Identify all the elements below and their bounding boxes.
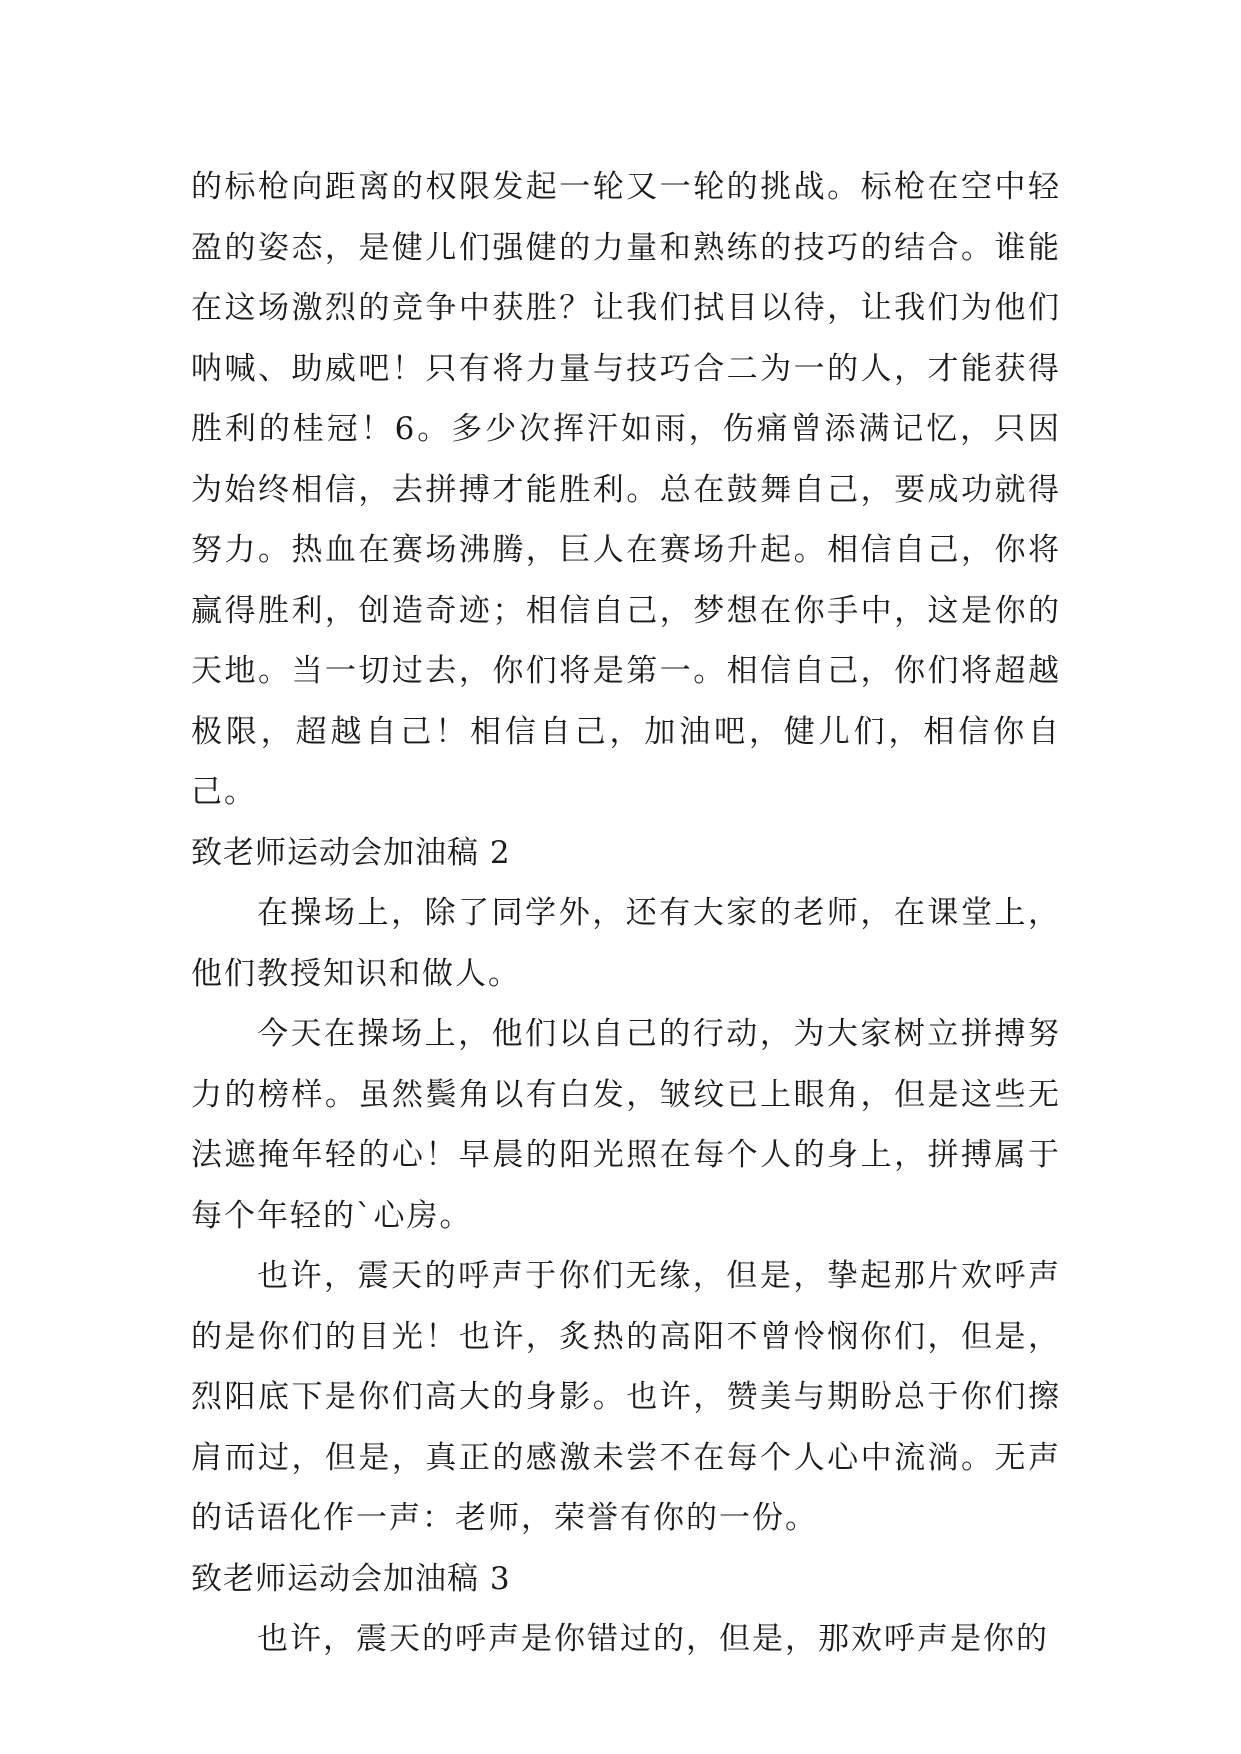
- paragraph: 的标枪向距离的权限发起一轮又一轮的挑战。标枪在空中轻盈的姿态，是健儿们强健的力量和熟练的技巧的结合。谁能在这场激烈的竞争中获胜？让我们拭目以待，让我们为他们呐喊、助威吧！只有将力量与技巧合二为一的人，才能获得胜利的桂冠！6。多少次挥汗如雨，伤痛曾添满记忆，只因为始终相信，去拼搏才能胜利。总在鼓舞自己，要成功就得努力。热血在赛场沸腾，巨人在赛场升起。相信自己，你将赢得胜利，创造奇迹；相信自己，梦想在你手中，这是你的天地。当一切过去，你们将是第一。相信自己，你们将超越极限，超越自己！相信自己，加油吧，健儿们，相信你自己。: [191, 169, 1061, 810]
- paragraph: 也许，震天的呼声于你们无缘，但是，挚起那片欢呼声的是你们的目光！也许，炙热的高阳不曾怜悯你们，但是，烈阳底下是你们高大的身影。也许，赞美与期盼总于你们擦肩而过，但是，真正的感激未尝不在每个人心中流淌。无声的话语化作一声：老师，荣誉有你的一份。: [191, 1258, 1061, 1536]
- document-body: [191, 157, 1061, 1670]
- paragraph: 也许，震天的呼声是你错过的，但是，那欢呼声是你的: [257, 1621, 1049, 1657]
- section-heading: 致老师运动会加油稿 3: [191, 1560, 511, 1597]
- paragraph: 今天在操场上，他们以自己的行动，为大家树立拼搏努力的榜样。虽然鬓角以有白发，皱纹已上眼角，但是这些无法遮掩年轻的心！早晨的阳光照在每个人的身上，拼搏属于每个年轻的`心房。: [191, 1016, 1061, 1234]
- paragraph: 在操场上，除了同学外，还有大家的老师，在课堂上，他们教授知识和做人。: [191, 895, 1061, 992]
- section-heading: 致老师运动会加油稿 2: [191, 834, 511, 871]
